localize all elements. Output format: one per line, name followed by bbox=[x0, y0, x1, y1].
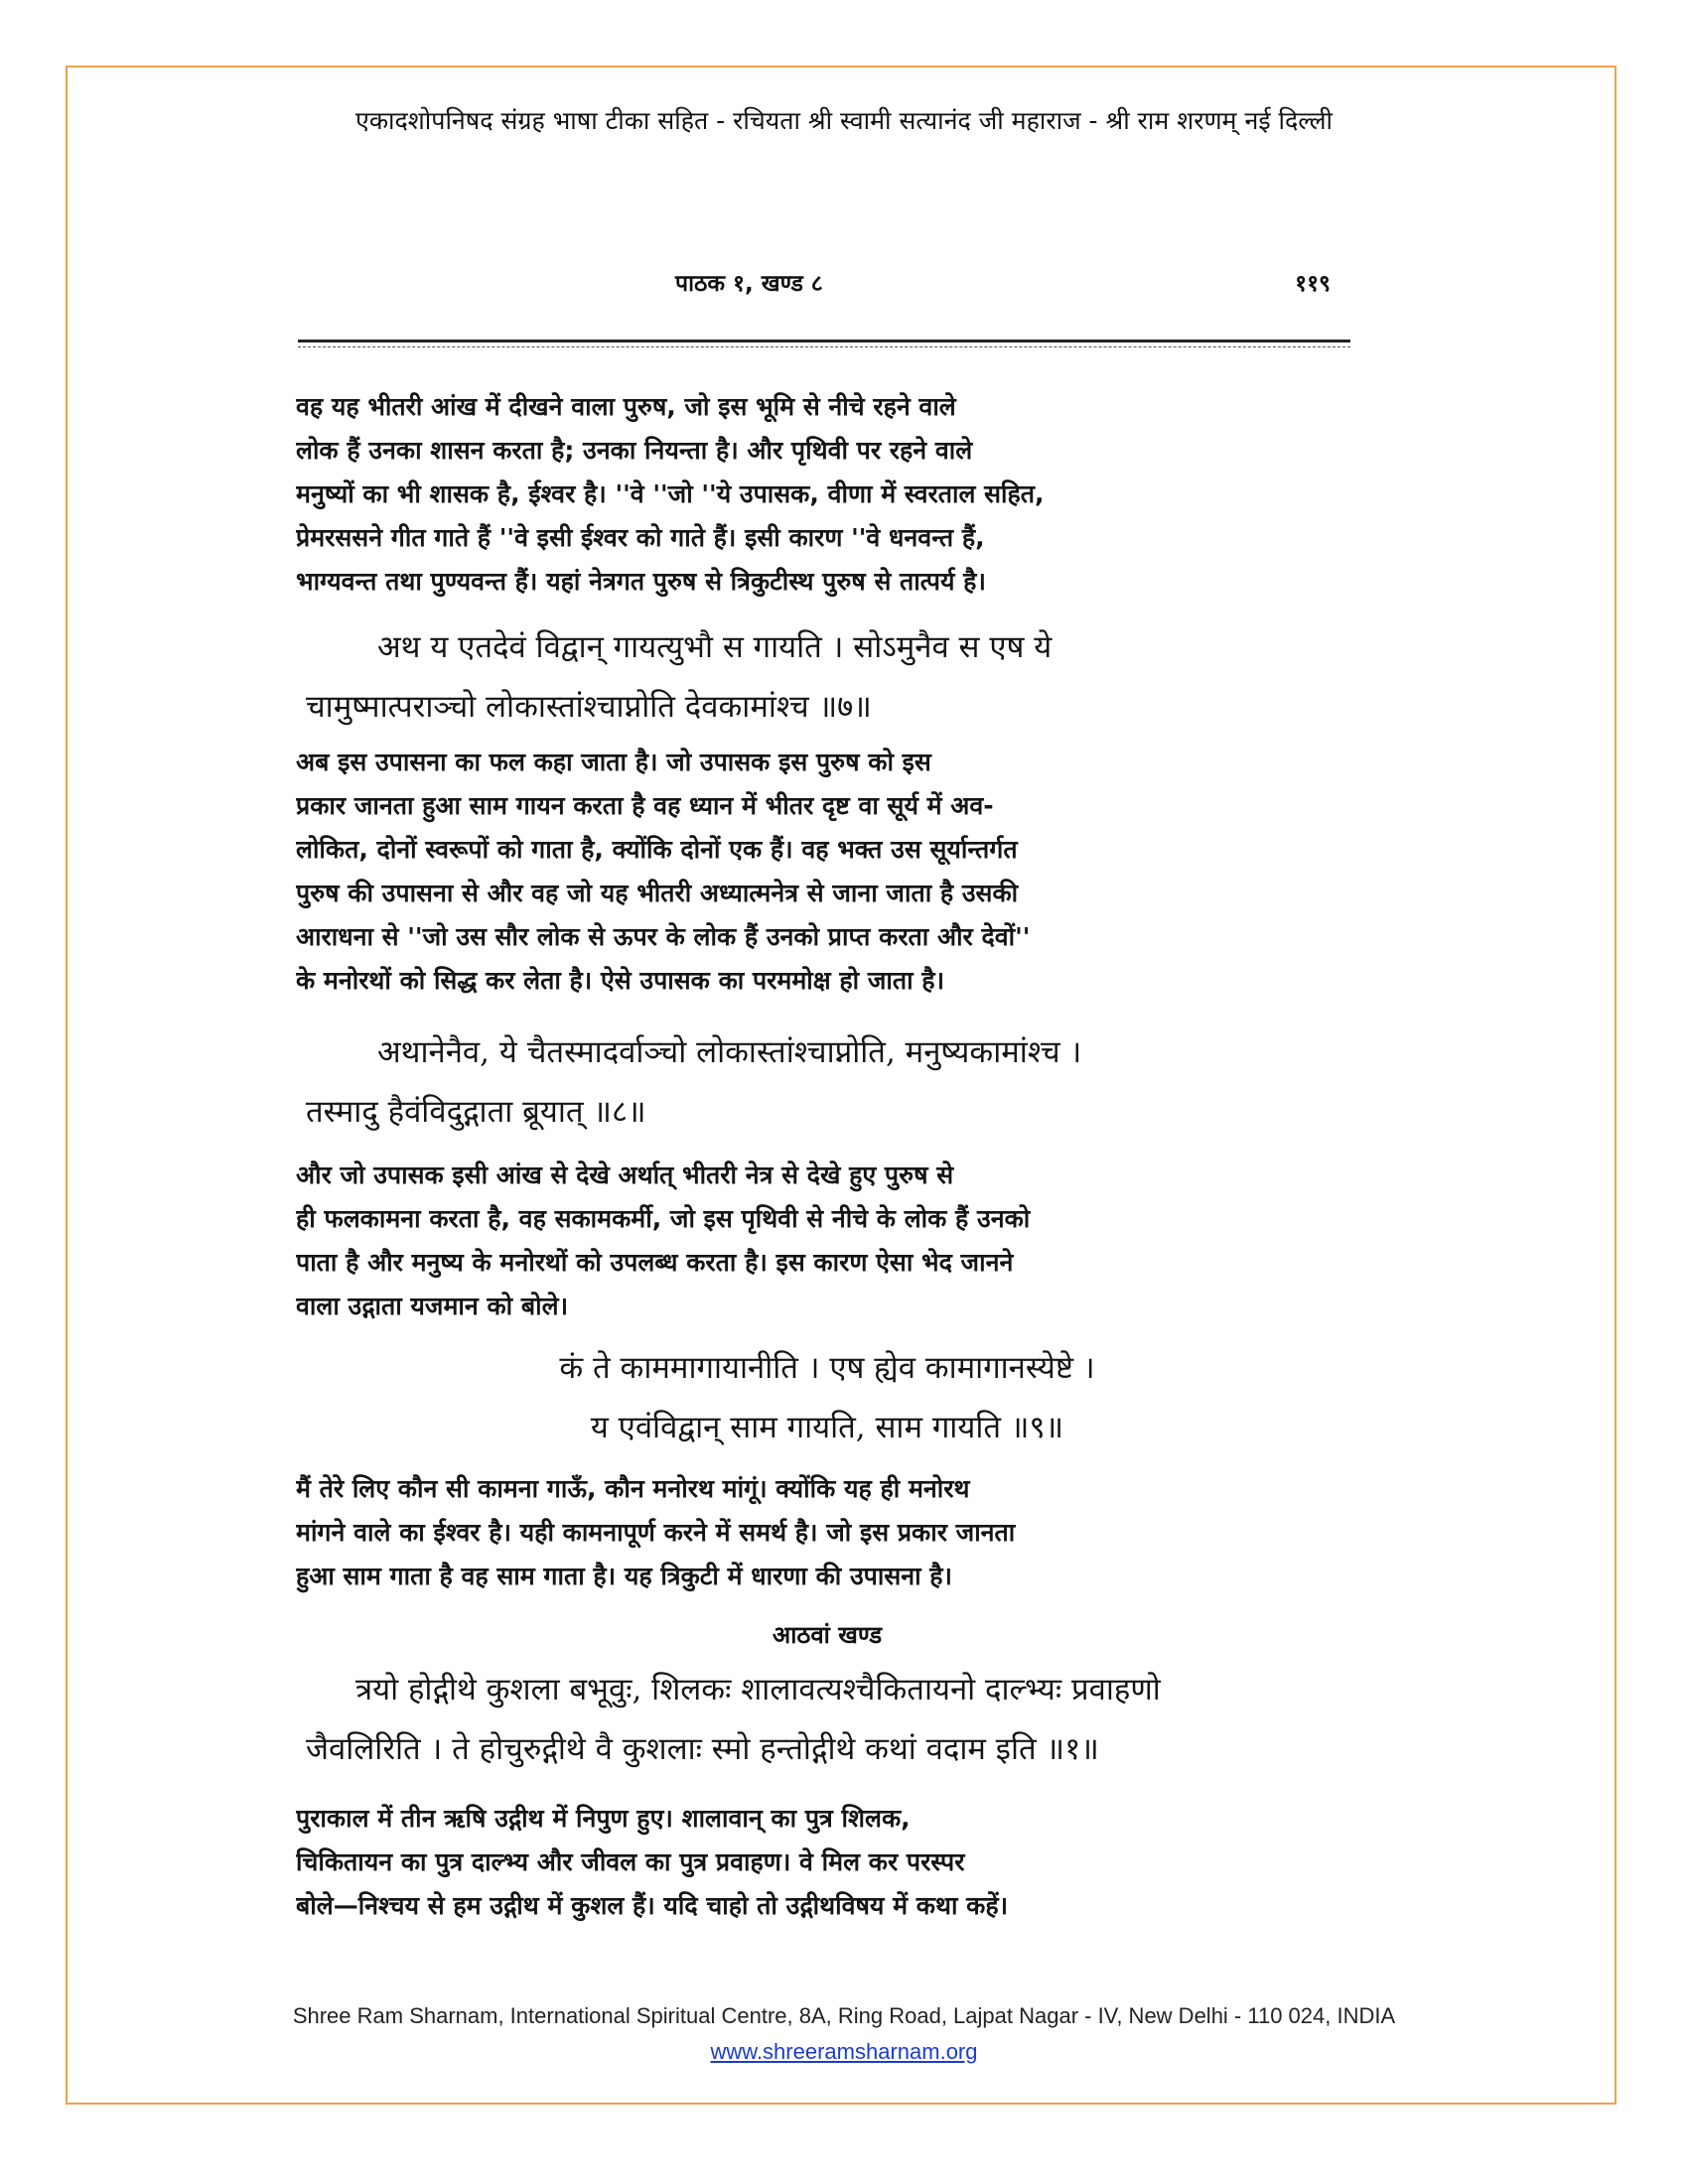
text-line: बोले—निश्चय से हम उद्गीथ में कुशल हैं। यदि चाहो तो उद्गीथविषय में कथा कहें। bbox=[296, 1891, 1009, 1920]
header-rule-dashed bbox=[298, 346, 1350, 347]
text-line: ही फलकामना करता है, वह सकामकर्मी, जो इस पृथिवी से नीचे के लोक हैं उनको bbox=[296, 1204, 1031, 1233]
verse-7 bbox=[296, 617, 1358, 737]
verse-line: तस्मादु हैवंविदुद्गाता ब्रूयात् ॥८॥ bbox=[306, 1094, 646, 1130]
verse-line: जैवलिरिति । ते होचुरुद्गीथे वै कुशलाः स्मो हन्तोद्गीथे कथां वदाम इति ॥१॥ bbox=[306, 1731, 1099, 1767]
text-line: मैं तेरे लिए कौन सी कामना गाऊँ, कौन मनोरथ मांगूं। क्योंकि यह ही मनोरथ bbox=[296, 1474, 970, 1503]
page-number: ११९ bbox=[1295, 271, 1331, 297]
text-line: अब इस उपासना का फल कहा जाता है। जो उपासक इस पुरुष को इस bbox=[296, 748, 931, 776]
verse-line: त्रयो होद्गीथे कुशला बभूवुः, शिलकः शालावत्यश्चैकितायनो दाल्भ्यः प्रवाहणो bbox=[355, 1672, 1161, 1707]
text-line: पाता है और मनुष्य के मनोरथों को उपलब्ध करता है। इस कारण ऐसा भेद जानने bbox=[296, 1248, 1014, 1277]
text-line: मनुष्यों का भी शासक है, ईश्वर है। ''वे ''जो ''ये उपासक, वीणा में स्वरताल सहित, bbox=[296, 479, 1045, 508]
paragraph-3 bbox=[296, 1154, 1358, 1328]
section-heading: आठवां खण्ड bbox=[772, 1621, 883, 1649]
verse-line: अथ य एतदेवं विद्वान् गायत्युभौ स गायति । सोऽमुनैव स एष ये bbox=[377, 629, 1053, 665]
text-line: और जो उपासक इसी आंख से देखे अर्थात् भीतरी नेत्र से देखे हुए पुरुष से bbox=[296, 1160, 954, 1189]
text-line: पुरुष की उपासना से और वह जो यह भीतरी अध्यात्मनेत्र से जाना जाता है उसकी bbox=[296, 879, 1019, 907]
text-line: के मनोरथों को सिद्ध कर लेता है। ऐसे उपासक का परममोक्ष हो जाता है। bbox=[296, 966, 945, 995]
verse-9 bbox=[296, 1338, 1358, 1457]
text-line: वाला उद्गाता यजमान को बोले। bbox=[296, 1292, 569, 1320]
text-line: प्रकार जानता हुआ साम गायन करता है वह ध्यान में भीतर दृष्ट वा सूर्य में अव- bbox=[296, 791, 994, 820]
running-head bbox=[298, 266, 1350, 306]
header-rule bbox=[298, 340, 1350, 342]
website-link[interactable]: www.shreeramsharnam.org bbox=[710, 2039, 978, 2064]
paragraph-5 bbox=[296, 1797, 1358, 1928]
footer-address: Shree Ram Sharnam, International Spiritual Centre, 8A, Ring Road, Lajpat Nagar - IV, New Delhi - 110 024, INDIA bbox=[292, 2003, 1396, 2028]
verse-line: अथानेनैव, ये चैतस्मादर्वाञ्चो लोकास्तांश्चाप्नोति, मनुष्यकामांश्च । bbox=[377, 1034, 1082, 1070]
text-line: प्रेमरससने गीत गाते हैं ''वे इसी ईश्वर को गाते हैं। इसी कारण ''वे धनवन्त हैं, bbox=[296, 523, 985, 552]
footer-website bbox=[70, 2039, 1618, 2065]
text-line: वह यह भीतरी आंख में दीखने वाला पुरुष, जो इस भूमि से नीचे रहने वाले bbox=[296, 392, 956, 421]
text-line: पुराकाल में तीन ऋषि उद्गीथ में निपुण हुए। शालावान् का पुत्र शिलक, bbox=[296, 1804, 911, 1833]
text-line: लोकित, दोनों स्वरूपों को गाता है, क्योंकि दोनों एक हैं। वह भक्त उस सूर्यान्तर्गत bbox=[296, 835, 1018, 864]
verse-8 bbox=[296, 1023, 1358, 1142]
paragraph-1 bbox=[296, 385, 1358, 604]
document-header: एकादशोपनिषद संग्रह भाषा टीका सहित - रचियता श्री स्वामी सत्यानंद जी महाराज - श्री राम शरणम् नई दिल्ली bbox=[355, 106, 1333, 135]
text-line: लोक हैं उनका शासन करता है; उनका नियन्ता है। और पृथिवी पर रहने वाले bbox=[296, 436, 973, 465]
paragraph-4 bbox=[296, 1467, 1358, 1598]
verse-line: चामुष्मात्पराञ्चो लोकास्तांश्चाप्नोति देवकामांश्च ॥७॥ bbox=[306, 689, 872, 725]
text-line: हुआ साम गाता है वह साम गाता है। यह त्रिकुटी में धारणा की उपासना है। bbox=[296, 1562, 953, 1590]
verse-line: कं ते काममागायानीति । एष ह्येव कामागानस्येष्टे । bbox=[559, 1350, 1095, 1386]
verse-line: य एवंविद्वान् साम गायति, साम गायति ॥९॥ bbox=[590, 1410, 1064, 1445]
verse-section8-1 bbox=[296, 1660, 1358, 1779]
text-line: चिकितायन का पुत्र दाल्भ्य और जीवल का पुत्र प्रवाहण। वे मिल कर परस्पर bbox=[296, 1847, 965, 1876]
text-line: आराधना से ''जो उस सौर लोक से ऊपर के लोक हैं उनको प्राप्त करता और देवों'' bbox=[296, 922, 1031, 951]
text-line: भाग्यवन्त तथा पुण्यवन्त हैं। यहां नेत्रगत पुरुष से त्रिकुटीस्थ पुरुष से तात्पर्य है। bbox=[296, 567, 986, 596]
paragraph-2 bbox=[296, 741, 1358, 1003]
running-head-title: पाठक १, खण्ड ८ bbox=[675, 271, 823, 297]
text-line: मांगने वाले का ईश्वर है। यही कामनापूर्ण करने में समर्थ है। जो इस प्रकार जानता bbox=[296, 1518, 1016, 1547]
